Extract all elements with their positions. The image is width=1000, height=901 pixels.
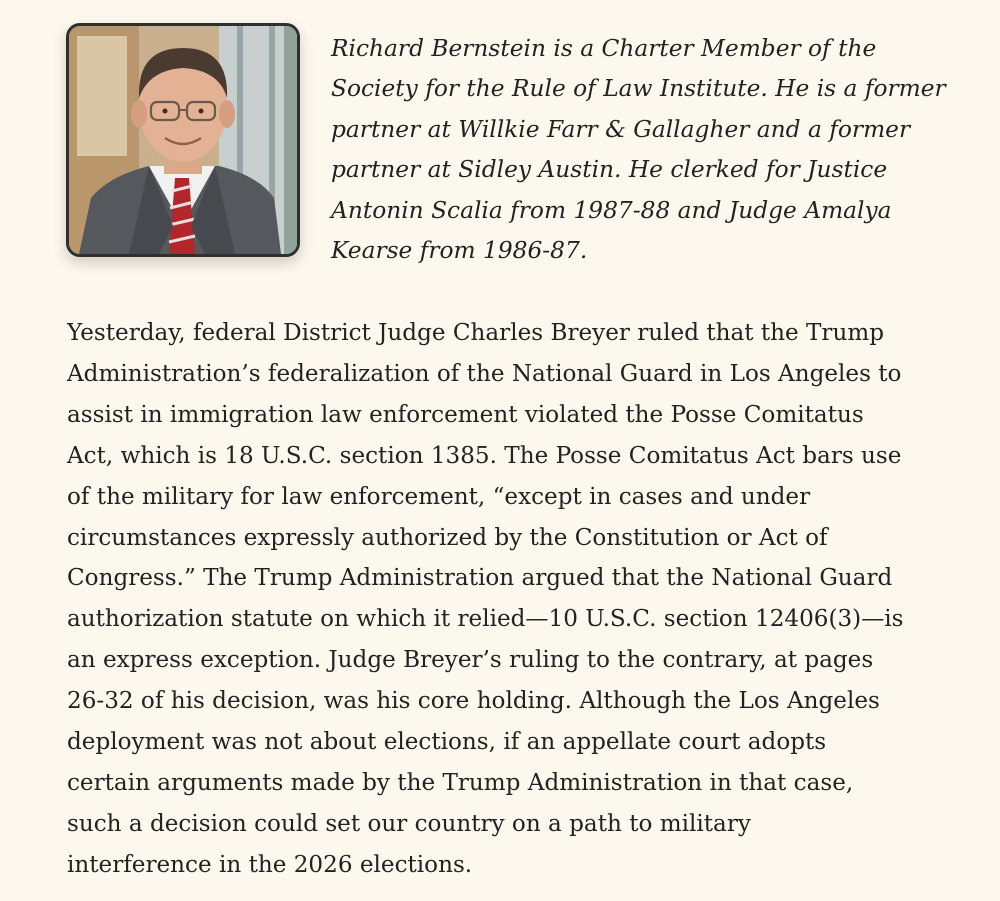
article-line: of the military for law enforcement, “except in cases and under bbox=[67, 483, 811, 510]
article-line: circumstances expressly authorized by the Constitution or Act of bbox=[67, 524, 828, 551]
article-line: certain arguments made by the Trump Administration in that case, bbox=[67, 769, 854, 796]
author-bio-section bbox=[0, 0, 1000, 290]
author-bio-line: Society for the Rule of Law Institute. He is a former bbox=[331, 75, 946, 103]
article-line: Yesterday, federal District Judge Charles Breyer ruled that the Trump bbox=[67, 320, 885, 346]
article-line: authorization statute on which it relied—10 U.S.C. section 12406(3)—is bbox=[67, 606, 904, 633]
author-portrait-image bbox=[69, 26, 297, 254]
article-line: deployment was not about elections, if an appellate court adopts bbox=[67, 729, 827, 756]
author-photo bbox=[66, 23, 300, 257]
author-bio-line: Kearse from 1986-87. bbox=[331, 237, 588, 265]
author-bio-line: Richard Bernstein is a Charter Member of the bbox=[331, 35, 877, 62]
article-paragraph bbox=[67, 313, 987, 886]
article-line: Act, which is 18 U.S.C. section 1385. The Posse Comitatus Act bars use bbox=[67, 442, 902, 469]
author-bio-line: partner at Sidley Austin. He clerked for Justice bbox=[331, 156, 888, 184]
article-line: 26-32 of his decision, was his core holding. Although the Los Angeles bbox=[67, 688, 880, 715]
article-line: interference in the 2026 elections. bbox=[67, 851, 473, 878]
article-line: an express exception. Judge Breyer’s ruling to the contrary, at pages bbox=[67, 647, 874, 674]
author-bio-line: partner at Willkie Farr & Gallagher and a former bbox=[331, 115, 911, 143]
article-line: Administration’s federalization of the National Guard in Los Angeles to bbox=[67, 360, 902, 387]
author-bio-line: Antonin Scalia from 1987-88 and Judge Amalya bbox=[331, 196, 892, 224]
author-bio bbox=[331, 29, 991, 271]
article-line: Congress.” The Trump Administration argued that the National Guard bbox=[67, 565, 893, 592]
article-line: assist in immigration law enforcement violated the Posse Comitatus bbox=[67, 401, 864, 428]
article-line: such a decision could set our country on a path to military bbox=[67, 810, 751, 837]
